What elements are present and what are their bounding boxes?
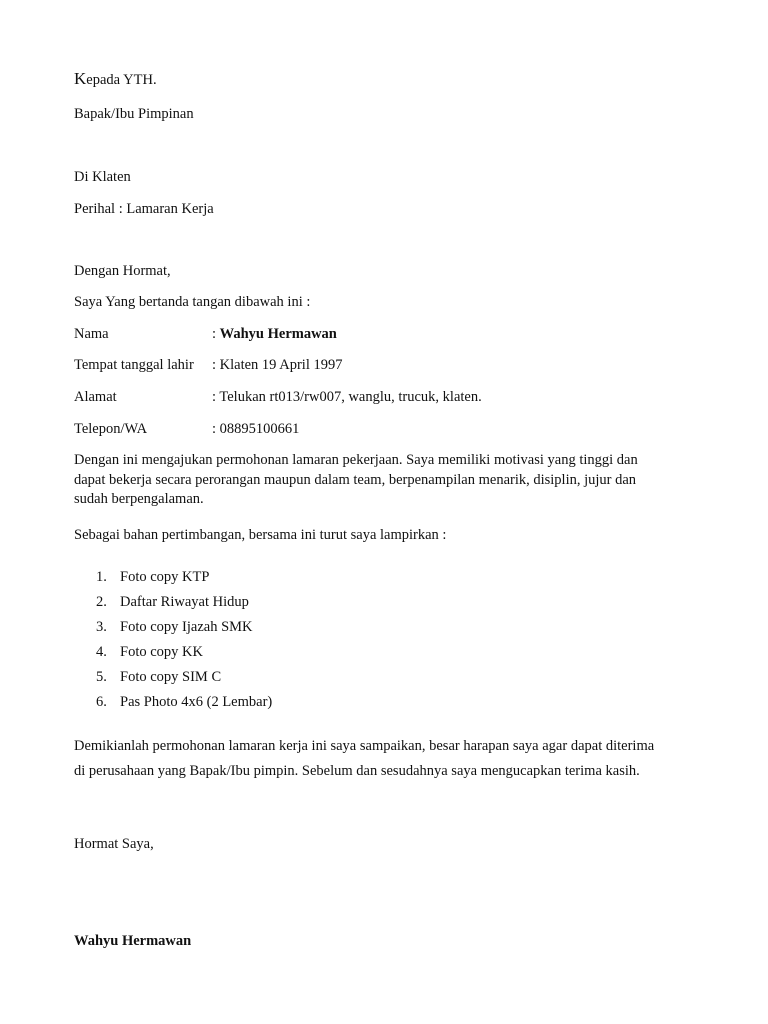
attachment-number: 3. xyxy=(96,619,107,635)
closing-line: Demikianlah permohonan lamaran kerja ini saya sampaikan, besar harapan saya agar dapat diterima xyxy=(74,738,655,754)
identity-colon: : xyxy=(212,326,220,342)
recipient-location: Di Klaten xyxy=(74,169,131,185)
attachment-text: Foto copy Ijazah SMK xyxy=(120,619,253,635)
signature-name xyxy=(74,932,191,950)
attachment-number: 4. xyxy=(96,644,107,660)
recipient-line xyxy=(74,70,157,89)
attachment-text: Pas Photo 4x6 (2 Lembar) xyxy=(120,694,273,710)
intro-line: Saya Yang bertanda tangan dibawah ini : xyxy=(74,294,311,310)
identity-value xyxy=(212,325,337,343)
recipient-initial: K xyxy=(74,69,87,88)
identity-value: : Telukan rt013/rw007, wanglu, trucuk, klaten. xyxy=(212,389,482,405)
attachment-text: Foto copy SIM C xyxy=(120,669,222,685)
identity-value: : Klaten 19 April 1997 xyxy=(212,357,343,373)
identity-value: : 08895100661 xyxy=(212,421,300,437)
subject-line: Perihal : Lamaran Kerja xyxy=(74,201,214,217)
closing-line: di perusahaan yang Bapak/Ibu pimpin. Sebelum dan sesudahnya saya mengucapkan terima kasih. xyxy=(74,763,640,779)
body-paragraph-line: Dengan ini mengajukan permohonan lamaran pekerjaan. Saya memiliki motivasi yang tinggi dan xyxy=(74,452,638,468)
attachment-number: 6. xyxy=(96,694,107,710)
recipient-title: Bapak/Ibu Pimpinan xyxy=(74,106,194,122)
recipient-rest: epada YTH. xyxy=(86,72,157,88)
identity-label: Telepon/WA xyxy=(74,421,148,437)
attachment-number: 2. xyxy=(96,594,107,610)
attachment-text: Foto copy KTP xyxy=(120,569,210,585)
attachments-intro: Sebagai bahan pertimbangan, bersama ini turut saya lampirkan : xyxy=(74,527,447,543)
attachment-number: 1. xyxy=(96,569,107,585)
greeting: Dengan Hormat, xyxy=(74,263,171,279)
identity-label: Alamat xyxy=(74,389,117,405)
identity-label: Tempat tanggal lahir xyxy=(74,357,194,373)
applicant-name: Wahyu Hermawan xyxy=(219,326,337,342)
identity-label: Nama xyxy=(74,326,109,342)
body-paragraph-line: sudah berpengalaman. xyxy=(74,491,204,507)
signature-name-text: Wahyu Hermawan xyxy=(74,933,192,949)
body-paragraph-line: dapat bekerja secara perorangan maupun dalam team, berpenampilan menarik, disiplin, jujur dan xyxy=(74,472,637,488)
attachment-number: 5. xyxy=(96,669,107,685)
attachment-text: Foto copy KK xyxy=(120,644,203,660)
signoff: Hormat Saya, xyxy=(74,836,154,852)
attachment-text: Daftar Riwayat Hidup xyxy=(120,594,249,610)
